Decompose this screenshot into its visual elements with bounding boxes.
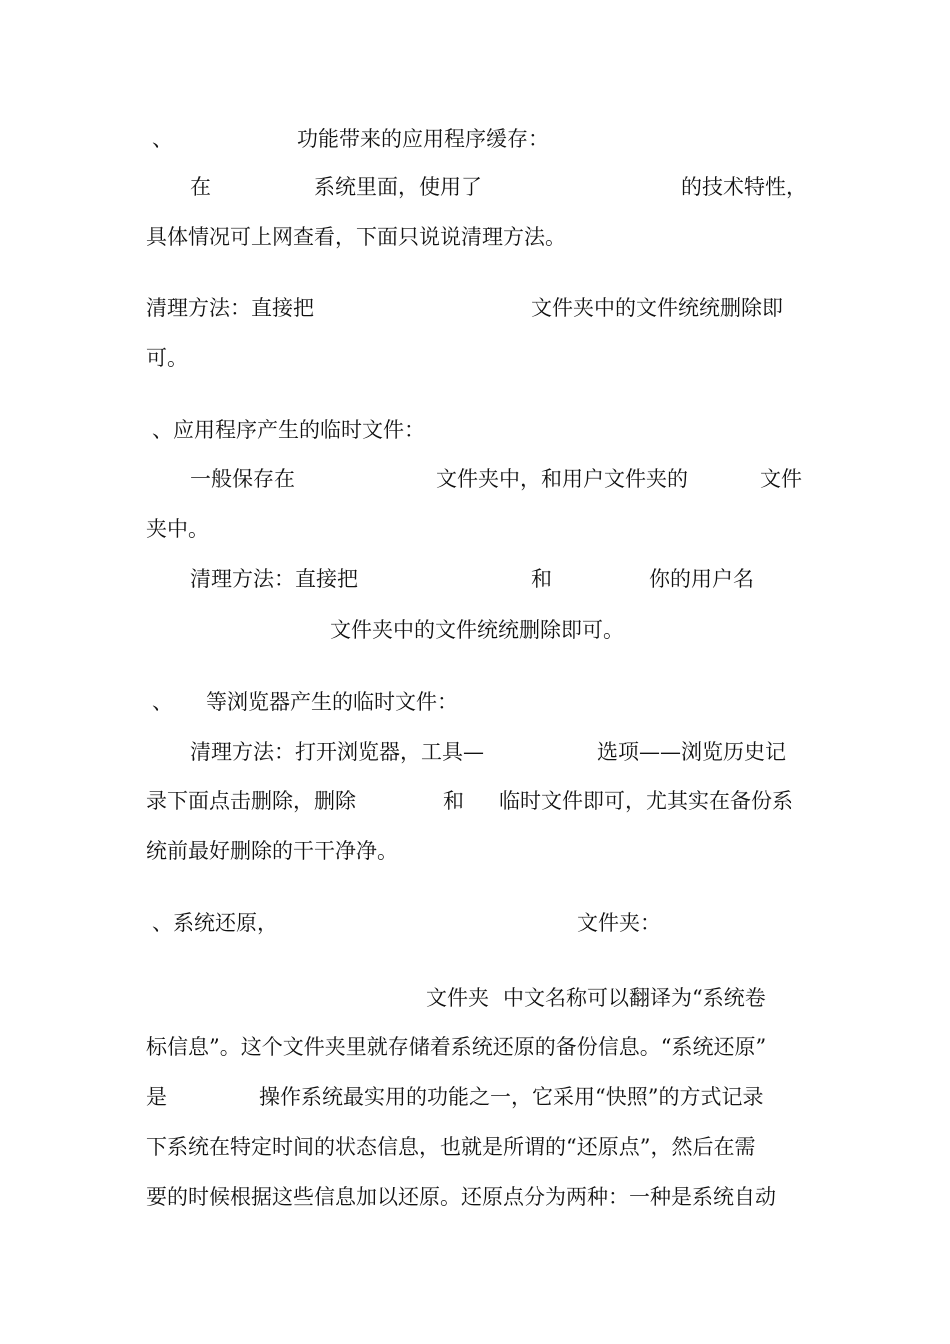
- section-1-method-line-1b: 文件夹中的文件统统删除即: [531, 296, 783, 320]
- section-4-body-line-4: 下系统在特定时间的状态信息，也就是所谓的“还原点”，然后在需: [146, 1135, 756, 1159]
- section-4-body-line-5: 要的时候根据这些信息加以还原。还原点分为两种：一种是系统自动: [146, 1185, 776, 1209]
- section-3-method-line-3: 统前最好删除的干干净净。: [146, 839, 398, 863]
- section-4-body-line-1b: 中文名称可以翻译为“系统卷: [503, 986, 766, 1010]
- section-3-heading-mark: 、: [152, 690, 173, 714]
- section-1-heading-mark: 、: [152, 127, 173, 151]
- section-4-body-line-2: 标信息”。这个文件夹里就存储着系统还原的备份信息。“系统还原”: [146, 1035, 767, 1059]
- section-2-body-line-1a: 一般保存在: [190, 467, 295, 491]
- section-4-heading-a: 、系统还原，: [152, 911, 278, 935]
- section-1-body-line-1c: 的技术特性，: [681, 175, 807, 199]
- section-3-method-line-2b: 和: [443, 789, 464, 813]
- section-2-body-line-2: 夹中。: [146, 517, 209, 541]
- section-2-body-line-1c: 文件: [760, 467, 802, 491]
- section-1-method-line-1a: 清理方法：直接把: [146, 296, 314, 320]
- section-3-heading: 等浏览器产生的临时文件：: [206, 690, 458, 714]
- section-3-method-line-1a: 清理方法：打开浏览器，工具—: [190, 740, 484, 764]
- section-1-heading: 功能带来的应用程序缓存：: [297, 127, 549, 151]
- section-4-body-line-3b: 操作系统最实用的功能之一，它采用“快照”的方式记录: [259, 1085, 764, 1109]
- section-1-body-line-1b: 系统里面，使用了: [314, 175, 482, 199]
- section-3-method-line-1b: 选项——浏览历史记: [597, 740, 786, 764]
- section-2-heading: 、应用程序产生的临时文件：: [152, 418, 425, 442]
- section-3-method-line-2a: 录下面点击删除，删除: [146, 789, 356, 813]
- section-1-method-line-2: 可。: [146, 346, 188, 370]
- section-3-method-line-2c: 临时文件即可，尤其实在备份系: [499, 789, 793, 813]
- section-2-method-line-1a: 清理方法：直接把: [190, 567, 358, 591]
- section-4-heading-b: 文件夹：: [577, 911, 661, 935]
- section-1-body-line-2: 具体情况可上网查看，下面只说说清理方法。: [146, 225, 566, 249]
- section-4-body-line-3a: 是: [146, 1085, 167, 1109]
- section-4-body-line-1a: 文件夹: [426, 986, 489, 1010]
- section-2-body-line-1b: 文件夹中，和用户文件夹的: [436, 467, 688, 491]
- section-2-method-line-2: 文件夹中的文件统统删除即可。: [330, 618, 624, 642]
- section-2-method-line-1c: 你的用户名: [649, 567, 754, 591]
- section-2-method-line-1b: 和: [531, 567, 552, 591]
- section-1-body-line-1a: 在: [190, 175, 211, 199]
